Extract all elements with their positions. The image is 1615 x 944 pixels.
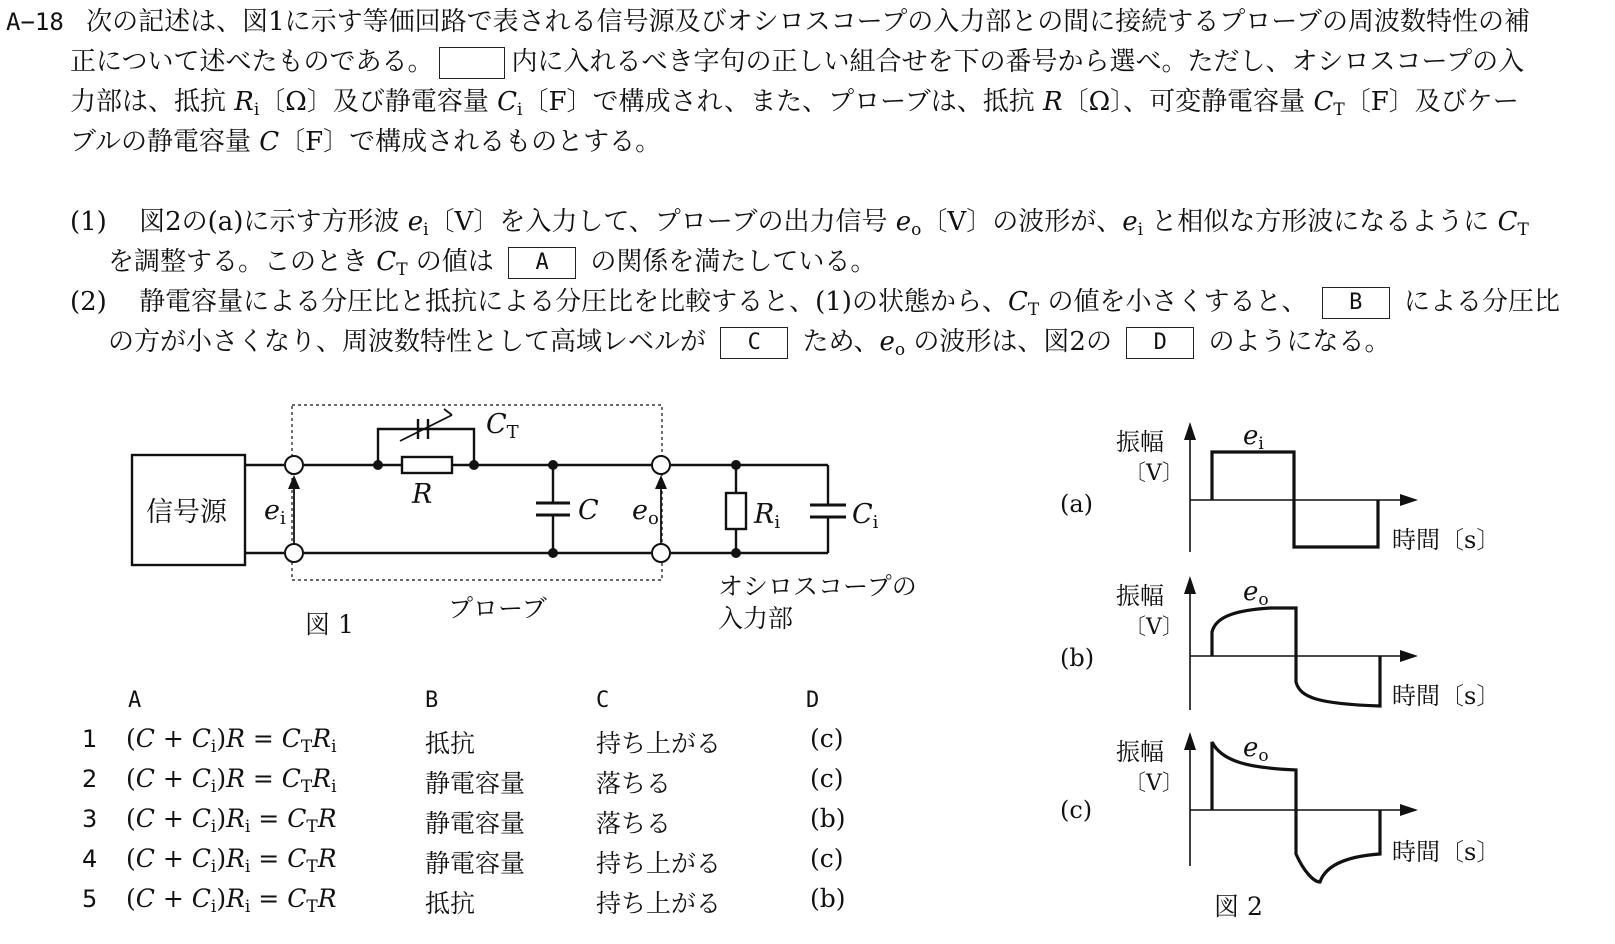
question-line-1: A−18 次の記述は、図1に示す等価回路で表される信号源及びオシロスコープの入力部との間に接続するプローブの周波数特性の補	[6, 7, 1531, 37]
y-label-a: 振幅	[1116, 428, 1164, 456]
blank-d: D	[1126, 327, 1194, 359]
answer-3-c: 落ちる	[596, 809, 672, 838]
panel-a-label: (a)	[1060, 490, 1094, 518]
column-header-a: A	[128, 688, 142, 713]
figure-2-waveforms	[1050, 410, 1530, 940]
x-arrow-b	[1400, 650, 1418, 662]
answer-1-b: 抵抗	[425, 729, 476, 758]
x-arrow-a	[1400, 494, 1418, 506]
signal-label-a: e	[1243, 421, 1259, 451]
answer-option-2[interactable]: 2	[82, 765, 98, 793]
label-ri: R	[754, 499, 775, 530]
label-ci: C	[852, 499, 873, 530]
answer-5-d: (b)	[810, 884, 846, 913]
item-2-line-2: の方が小さくなり、周波数特性として高域レベルが C ため、$e_o$ の波形は、図2の D のようになる。	[108, 327, 1391, 360]
blank-b: B	[1322, 287, 1390, 319]
answer-option-4[interactable]: 4	[82, 845, 98, 873]
column-header-b: B	[425, 688, 439, 713]
y-arrow-c	[1184, 732, 1196, 750]
answer-4-formula: $(C + C_i)R_i = C_TR$	[126, 844, 337, 877]
column-header-d: D	[806, 688, 820, 713]
answer-4-d: (c)	[810, 844, 844, 873]
x-label-b: 時間〔s〕	[1392, 682, 1501, 710]
answer-3-b: 静電容量	[425, 809, 526, 838]
answer-5-formula: $(C + C_i)R_i = C_TR$	[126, 884, 337, 917]
answer-2-b: 静電容量	[425, 769, 526, 798]
svg-text:eo: eo	[1243, 577, 1269, 610]
y-unit-a: 〔V〕	[1124, 461, 1184, 486]
scope-label-line-2: 入力部	[718, 604, 794, 633]
answer-3-formula: $(C + C_i)R_i = C_TR$	[126, 804, 337, 837]
waveform-b	[1212, 608, 1380, 706]
svg-text:eo: eo	[632, 495, 659, 529]
answer-option-3[interactable]: 3	[82, 805, 98, 833]
answer-5-b: 抵抗	[425, 889, 476, 918]
svg-text:Ri: Ri	[754, 499, 781, 533]
y-label-c: 振幅	[1116, 738, 1164, 766]
svg-text:Ci: Ci	[852, 499, 879, 533]
x-label-c: 時間〔s〕	[1392, 838, 1501, 866]
question-line-2: 正について述べたものである。 内に入れるべき字句の正しい組合せを下の番号から選べ。ただし、オシロスコープの入	[70, 47, 1525, 77]
item-2-line-1: (2) 静電容量による分圧比と抵抗による分圧比を比較すると、(1)の状態から、$C_T$ の値を小さくすると、 B による分圧比	[70, 287, 1561, 320]
answer-4-b: 静電容量	[425, 849, 526, 878]
answer-1-formula: $(C + C_i)R = C_TR_i$	[126, 724, 337, 757]
x-label-a: 時間〔s〕	[1392, 526, 1501, 554]
answer-5-c: 持ち上がる	[596, 889, 722, 918]
question-line-3: 力部は、抵抗 $R_i$〔Ω〕及び静電容量 $C_i$〔F〕で構成され、また、プローブは、抵抗 R〔Ω〕、可変静電容量 $C_T$〔F〕及びケー	[70, 87, 1519, 120]
scope-label-line-1: オシロスコープの	[718, 572, 917, 601]
svg-text:CT: CT	[486, 409, 519, 443]
item-1-line-1: (1) 図2の(a)に示す方形波 $e_i$〔V〕を入力して、プローブの出力信号 $e_o$〔V〕の波形が、$e_i$ と相似な方形波になるように $C_T$	[70, 207, 1529, 240]
signal-source-label: 信号源	[146, 497, 227, 528]
svg-text:eo: eo	[1243, 733, 1269, 766]
answer-1-d: (c)	[810, 724, 844, 753]
y-label-b: 振幅	[1116, 582, 1164, 610]
answer-2-formula: $(C + C_i)R = C_TR_i$	[126, 764, 337, 797]
waveform-c	[1212, 742, 1380, 882]
blank-a: A	[508, 247, 576, 279]
y-unit-b: 〔V〕	[1124, 615, 1184, 640]
answer-2-d: (c)	[810, 764, 844, 793]
panel-c-label: (c)	[1060, 796, 1093, 824]
signal-label-c: e	[1243, 733, 1259, 763]
question-line-4: ブルの静電容量 C〔F〕で構成されるものとする。	[70, 127, 662, 157]
x-arrow-c	[1400, 804, 1418, 816]
y-arrow-b	[1184, 576, 1196, 594]
label-ct: C	[486, 409, 507, 440]
item-1-line-2: を調整する。このとき $C_T$ の値は A の関係を満たしている。	[108, 247, 877, 280]
figure-1-circuit	[0, 395, 960, 655]
figure-2-caption: 図 2	[1214, 892, 1263, 921]
label-eo: e	[632, 495, 648, 526]
answer-option-5[interactable]: 5	[82, 885, 98, 913]
question-number: A−18	[6, 8, 64, 36]
answer-1-c: 持ち上がる	[596, 729, 722, 758]
blank-box	[439, 47, 505, 79]
label-r: R	[412, 479, 433, 510]
blank-c: C	[720, 327, 788, 359]
label-c: C	[578, 495, 599, 526]
resistor-r	[402, 457, 452, 473]
svg-text:ei: ei	[264, 495, 286, 529]
answer-3-d: (b)	[810, 804, 846, 833]
figure-1-caption: 図 1	[305, 610, 354, 639]
label-ei: e	[264, 495, 280, 526]
svg-text:ei: ei	[1243, 421, 1264, 454]
column-header-c: C	[596, 688, 610, 713]
y-arrow-a	[1184, 422, 1196, 440]
signal-label-b: e	[1243, 577, 1259, 607]
panel-b-label: (b)	[1060, 644, 1095, 672]
resistor-ri	[726, 493, 746, 529]
answer-option-1[interactable]: 1	[82, 725, 98, 753]
answer-2-c: 落ちる	[596, 769, 672, 798]
y-unit-c: 〔V〕	[1124, 771, 1184, 796]
probe-label: プローブ	[448, 594, 547, 623]
answer-4-c: 持ち上がる	[596, 849, 722, 878]
